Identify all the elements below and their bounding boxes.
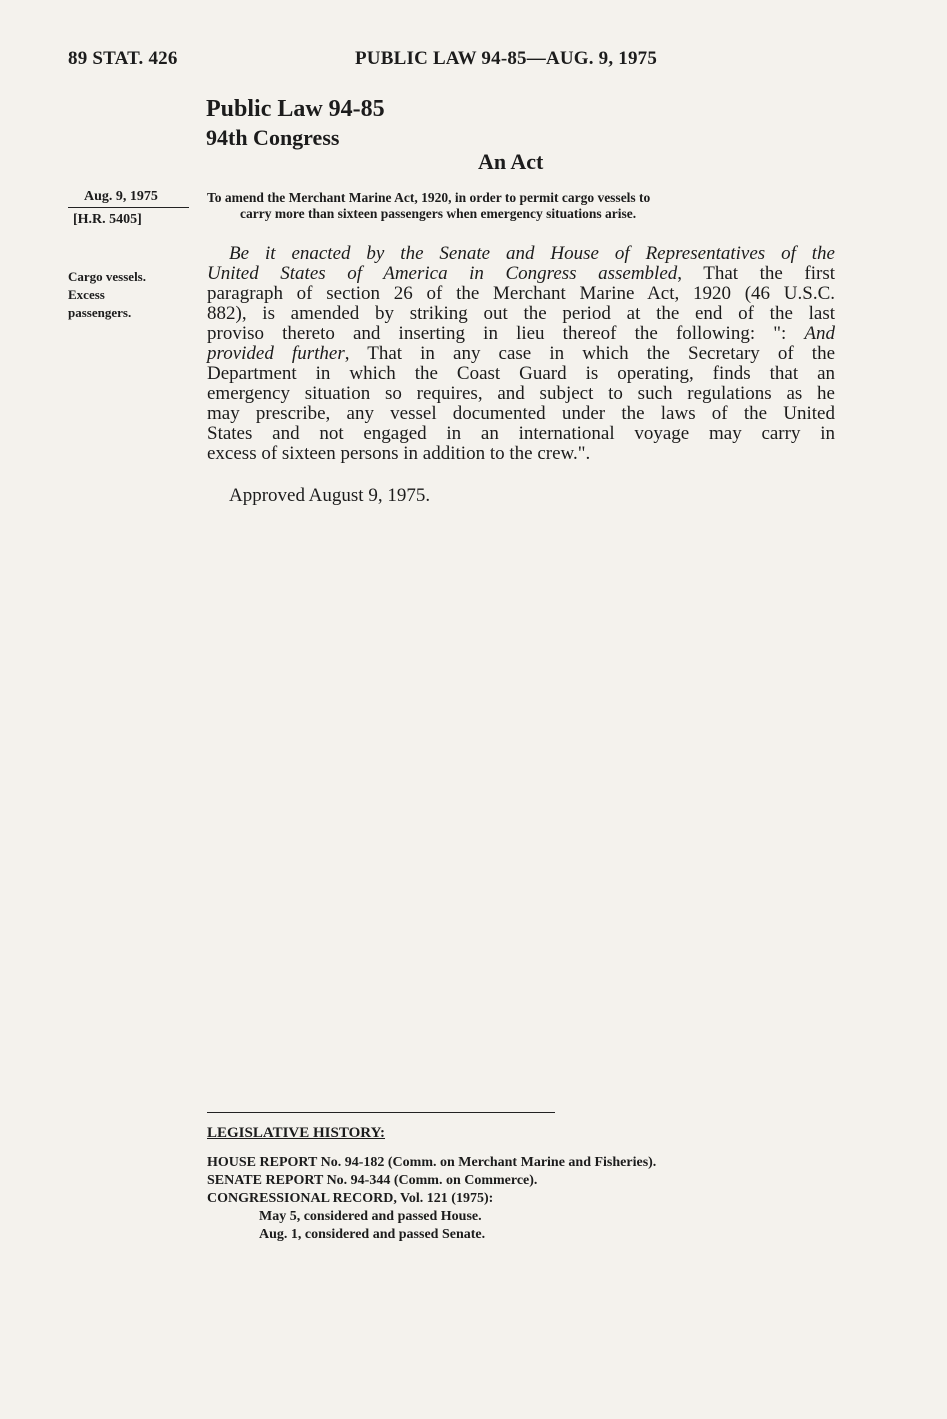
act-heading: An Act [478,149,544,174]
purpose-line: carry more than sixteen passengers when emergency situations arise. [240,206,637,221]
body-line: provided further, That in any case in which the Secretary of the [207,343,835,364]
senate-report: SENATE REPORT No. 94-344 (Comm. on Commerce). [207,1173,538,1188]
margin-note: Excess [68,287,105,302]
history-divider [207,1112,555,1113]
congress-title: 94th Congress [206,125,340,150]
margin-note: passengers. [68,305,132,320]
body-line [207,244,835,264]
approval-date: Approved August 9, 1975. [229,485,431,506]
page-stat-reference: 89 STAT. 426 [68,48,178,69]
body-line: emergency situation so requires, and subject to such regulations as he [207,383,835,404]
act-body [207,244,835,464]
enacting-clause: Be it enacted by the Senate and House of Representatives of the [229,243,835,264]
body-line: paragraph of section 26 of the Merchant Marine Act, 1920 (46 U.S.C. [207,283,835,304]
enacting-clause-cont: United States of America in Congress assembled [207,263,678,284]
house-report: HOUSE REPORT No. 94-182 (Comm. on Merchant Marine and Fisheries). [207,1155,657,1170]
legislative-history-title: LEGISLATIVE HISTORY: [207,1125,386,1141]
history-event: Aug. 1, considered and passed Senate. [259,1227,486,1242]
body-line: may prescribe, any vessel documented under the laws of the United [207,403,835,424]
body-line: proviso thereto and inserting in lieu thereof the following: ": And [207,323,835,344]
body-line: 882), is amended by striking out the period at the end of the last [207,303,835,324]
act-purpose [207,190,835,222]
legislative-history [207,1154,656,1244]
running-header: PUBLIC LAW 94-85—AUG. 9, 1975 [355,48,658,69]
history-event: May 5, considered and passed House. [259,1209,482,1224]
congressional-record: CONGRESSIONAL RECORD, Vol. 121 (1975): [207,1191,494,1206]
body-line: excess of sixteen persons in addition to the crew.". [207,443,591,464]
body-line: United States of America in Congress assembled, That the first [207,263,836,284]
body-line: Department in which the Coast Guard is operating, finds that an [207,363,835,384]
law-title: Public Law 94-85 [206,96,385,122]
margin-note: Cargo vessels. [68,269,146,284]
margin-date: Aug. 9, 1975 [84,189,158,204]
purpose-line: To amend the Merchant Marine Act, 1920, in order to permit cargo vessels to [207,190,651,205]
margin-subject-notes [68,268,188,322]
margin-divider [68,207,189,208]
body-line: States and not engaged in an international voyage may carry in [207,423,835,444]
margin-bill-number: [H.R. 5405] [73,212,142,227]
